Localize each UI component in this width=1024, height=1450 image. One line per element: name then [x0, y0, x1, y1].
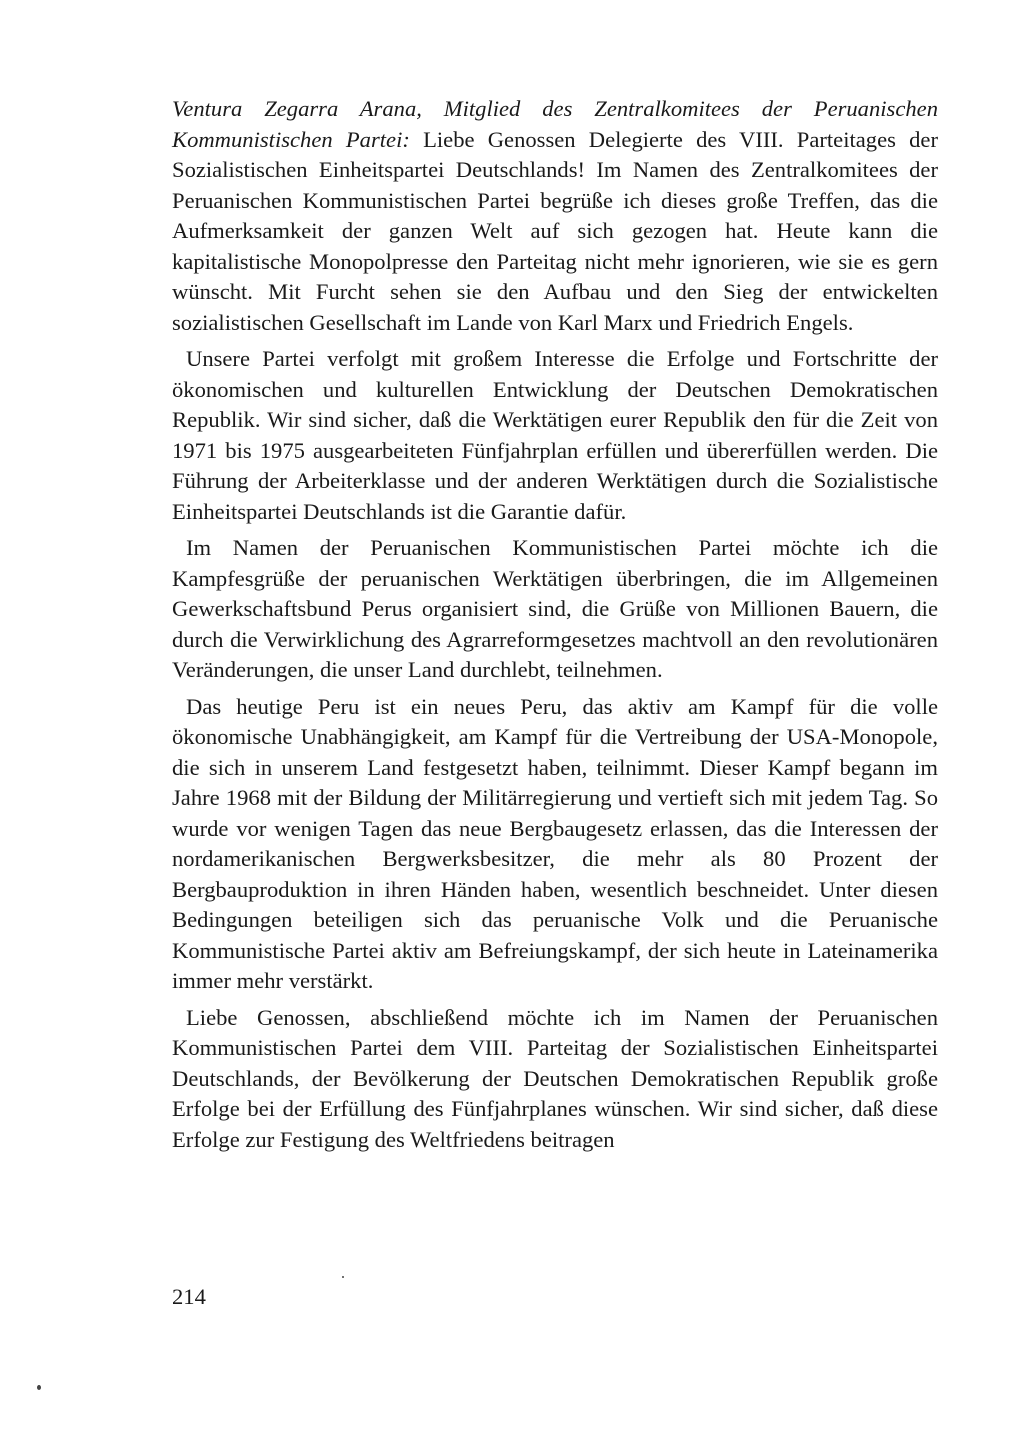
paragraph-5: Liebe Genossen, abschließend möchte ich im Namen der Peruanischen Kommunistischen Partei dem VIII. Parteitag der Sozialistischen Einheitspartei Deutschlands, der Bevölkerung der Deutschen Demokratischen Republik große Erfolge bei der Erfüllung des Fünfjahrplanes wünschen. Wir sind sicher, daß diese Erfolge zur Festigung des Weltfriedens beitragen [172, 1004, 938, 1152]
scan-speck [342, 1276, 344, 1278]
paragraph-1-text: Liebe Genossen Delegierte des VIII. Parteitages der Sozialistischen Einheitspartei Deutschlands! Im Namen des Zentralkomitees der Peruanischen Kommunistischen Partei begrüße ich dieses große Treffen, das die Aufmerksamkeit der ganzen Welt auf sich gezogen hat. Heute kann die kapitalistische Monopolpresse den Parteitag nicht mehr ignorieren, wie sie es gern wünscht. Mit Furcht sehen sie den Aufbau und den Sieg der entwickelten sozialistischen Gesellschaft im Lande von Karl Marx und Friedrich Engels. [172, 126, 938, 335]
paragraph-1 [172, 94, 938, 338]
body-text [172, 94, 938, 1161]
paragraph-4: Das heutige Peru ist ein neues Peru, das aktiv am Kampf für die volle ökonomische Unabhängigkeit, am Kampf für die Vertreibung der USA-Monopole, die sich in unserem Land festgesetzt haben, teilnimmt. Dieser Kampf begann im Jahre 1968 mit der Bildung der Militärregierung und vertieft sich mit jedem Tag. So wurde vor wenigen Tagen das neue Bergbaugesetz erlassen, das die Interessen der nordamerikanischen Bergwerksbesitzer, die mehr als 80 Prozent der Bergbauproduktion in ihren Händen haben, wesentlich beschneidet. Unter diesen Bedingungen beteiligen sich das peruanische Volk und die Peruanische Kommunistische Partei aktiv am Befreiungskampf, der sich heute in Lateinamerika immer mehr verstärkt. [172, 693, 938, 993]
paragraph-3: Im Namen der Peruanischen Kommunistischen Partei möchte ich die Kampfesgrüße der peruanischen Werktätigen überbringen, die im Allgemeinen Gewerkschaftsbund Perus organisiert sind, die Grüße von Millionen Bauern, die durch die Verwirklichung des Agrarreformgesetzes machtvoll an den revolutionären Veränderungen, die unser Land durchlebt, teilnehmen. [172, 535, 938, 682]
speaker-attribution: Ventura Zegarra Arana, Mitglied des Zentralkomitees der Peruanischen Kommunistischen Partei: [172, 96, 938, 152]
page-number: 214 [172, 1284, 206, 1309]
scan-speck [37, 1385, 41, 1390]
paragraph-2: Unsere Partei verfolgt mit großem Interesse die Erfolge und Fortschritte der ökonomischen und kulturellen Entwicklung der Deutschen Demokratischen Republik. Wir sind sicher, daß die Werktätigen eurer Republik den für die Zeit von 1971 bis 1975 ausgearbeiteten Fünfjahrplan erfüllen und übererfüllen werden. Die Führung der Arbeiterklasse und der anderen Werktätigen durch die Sozialistische Einheitspartei Deutschlands ist die Garantie dafür. [172, 346, 938, 524]
